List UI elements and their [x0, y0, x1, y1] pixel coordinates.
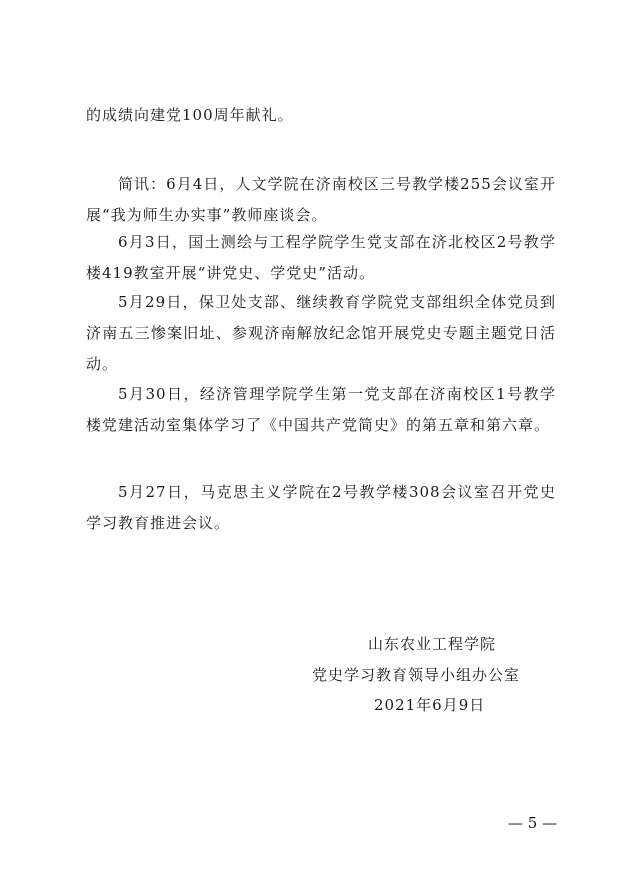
news-item-3: 5月29日，保卫处支部、继续教育学院党支部组织全体党员到济南五三惨案旧址、参观济南解放纪念馆开展党史专题主题党日活动。 — [86, 293, 556, 373]
signature-organization: 山东农业工程学院 — [368, 635, 497, 653]
news-item-1: 简讯：6月4日，人文学院在济南校区三号教学楼255会议室开展“我为师生办实事”教师座谈会。 — [86, 175, 556, 224]
page-number: — 5 — — [508, 814, 558, 832]
news-item-4: 5月30日，经济管理学院学生第一党支部在济南校区1号教学楼党建活动室集体学习了《中国共产党简史》的第五章和第六章。 — [86, 385, 556, 434]
news-item-2: 6月3日，国土测绘与工程学院学生党支部在济北校区2号教学楼419教室开展“讲党史、学党史”活动。 — [86, 233, 556, 282]
continuation-paragraph: 的成绩向建党100周年献礼。 — [86, 106, 294, 124]
signature-date: 2021年6月9日 — [374, 696, 486, 714]
signature-office: 党史学习教育领导小组办公室 — [312, 666, 521, 684]
news-item-5: 5月27日，马克思主义学院在2号教学楼308会议室召开党史学习教育推进会议。 — [86, 483, 556, 532]
